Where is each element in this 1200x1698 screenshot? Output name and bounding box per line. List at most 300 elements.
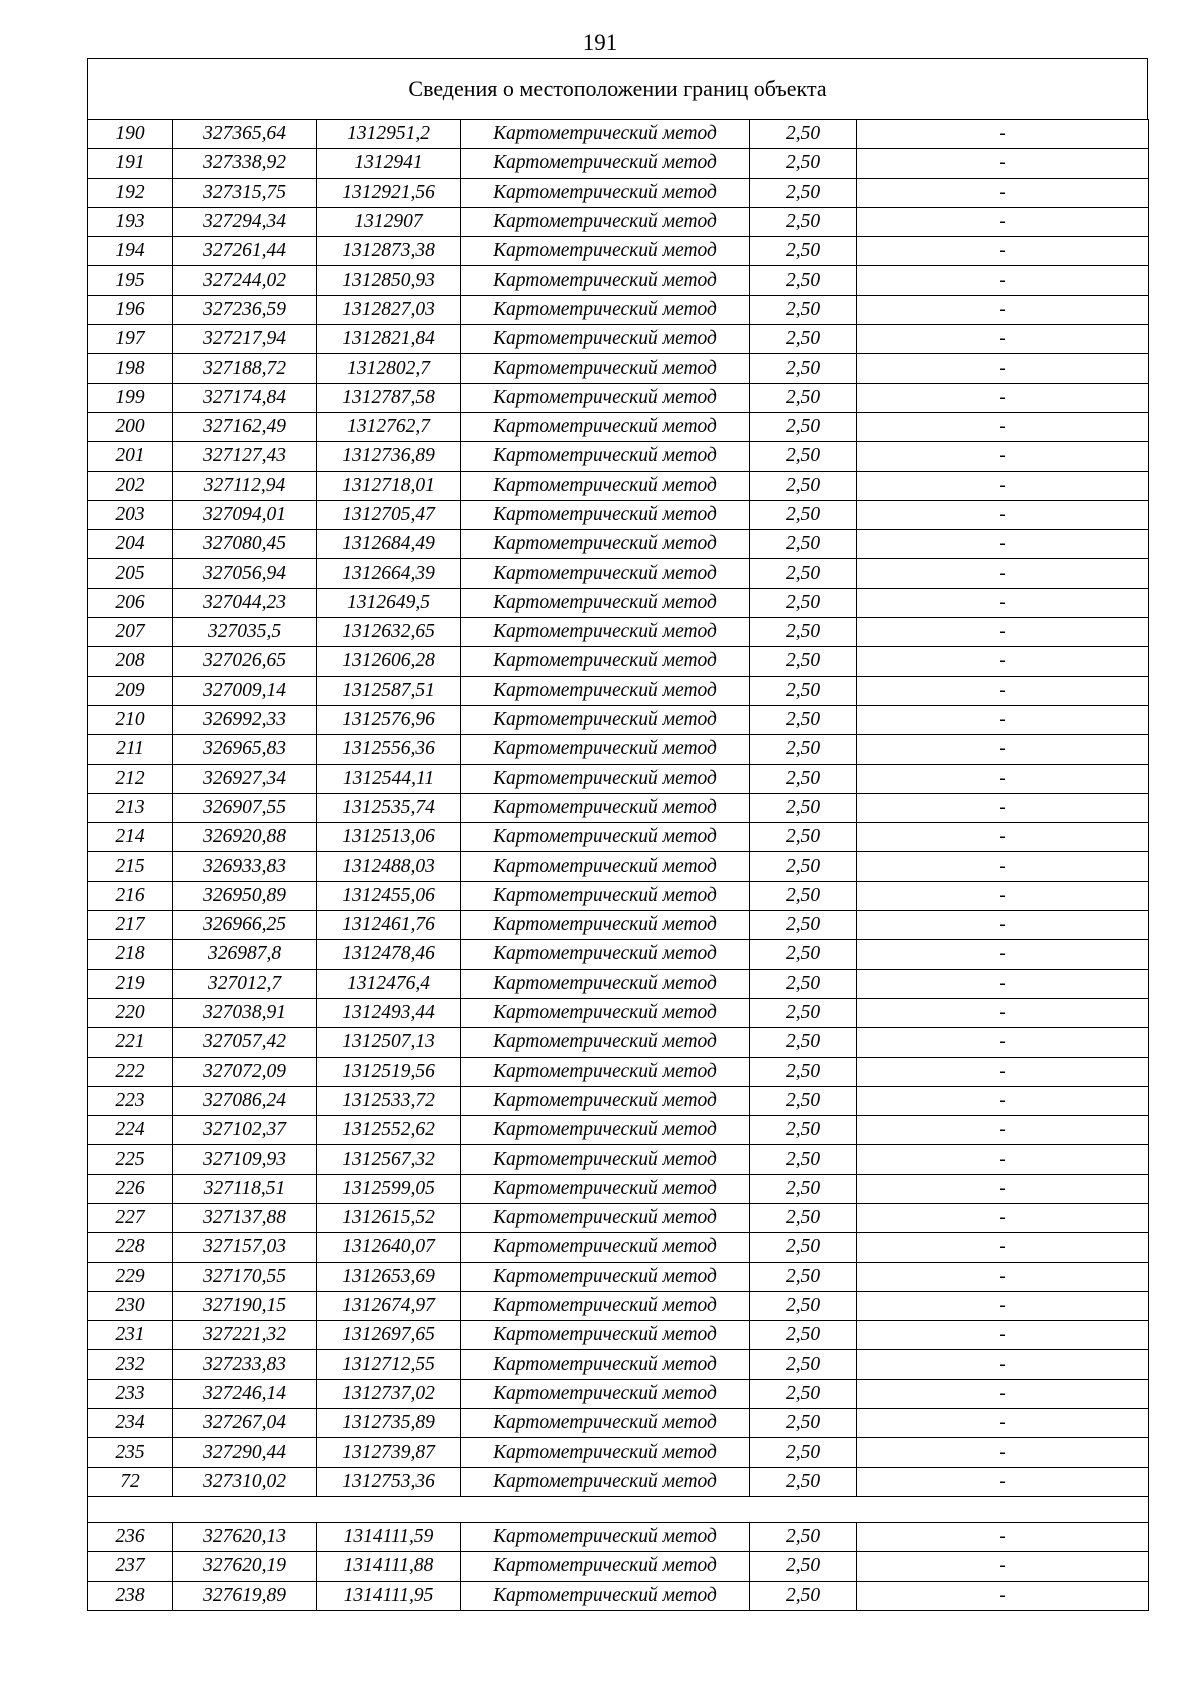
y-coordinate-cell: 1312653,69 — [317, 1262, 461, 1291]
accuracy-cell: 2,50 — [750, 618, 857, 647]
description-cell: - — [857, 1379, 1149, 1408]
description-cell: - — [857, 998, 1149, 1027]
y-coordinate-cell: 1312488,03 — [317, 852, 461, 881]
point-number-cell: 207 — [88, 618, 173, 647]
x-coordinate-cell: 327217,94 — [173, 325, 317, 354]
method-cell: Картометрический метод — [461, 1174, 750, 1203]
point-number-cell: 220 — [88, 998, 173, 1027]
accuracy-cell: 2,50 — [750, 1522, 857, 1551]
table-row — [88, 1233, 1149, 1262]
accuracy-cell: 2,50 — [750, 1145, 857, 1174]
x-coordinate-cell: 327127,43 — [173, 442, 317, 471]
method-cell: Картометрический метод — [461, 1552, 750, 1581]
accuracy-cell: 2,50 — [750, 793, 857, 822]
x-coordinate-cell: 327290,44 — [173, 1438, 317, 1467]
y-coordinate-cell: 1312827,03 — [317, 295, 461, 324]
method-cell: Картометрический метод — [461, 120, 750, 149]
description-cell: - — [857, 120, 1149, 149]
method-cell: Картометрический метод — [461, 1203, 750, 1232]
x-coordinate-cell: 327261,44 — [173, 237, 317, 266]
table-row — [88, 1174, 1149, 1203]
table-row — [88, 588, 1149, 617]
x-coordinate-cell: 327246,14 — [173, 1379, 317, 1408]
y-coordinate-cell: 1314111,88 — [317, 1552, 461, 1581]
method-cell: Картометрический метод — [461, 998, 750, 1027]
table-row — [88, 559, 1149, 588]
y-coordinate-cell: 1312599,05 — [317, 1174, 461, 1203]
method-cell: Картометрический метод — [461, 1057, 750, 1086]
y-coordinate-cell: 1312951,2 — [317, 120, 461, 149]
table-row — [88, 266, 1149, 295]
description-cell: - — [857, 1438, 1149, 1467]
method-cell: Картометрический метод — [461, 676, 750, 705]
method-cell: Картометрический метод — [461, 354, 750, 383]
table-row — [88, 412, 1149, 441]
x-coordinate-cell: 327365,64 — [173, 120, 317, 149]
accuracy-cell: 2,50 — [750, 1262, 857, 1291]
table-row — [88, 940, 1149, 969]
method-cell: Картометрический метод — [461, 1581, 750, 1610]
y-coordinate-cell: 1312535,74 — [317, 793, 461, 822]
y-coordinate-cell: 1312664,39 — [317, 559, 461, 588]
y-coordinate-cell: 1312735,89 — [317, 1409, 461, 1438]
accuracy-cell: 2,50 — [750, 1116, 857, 1145]
x-coordinate-cell: 327009,14 — [173, 676, 317, 705]
point-number-cell: 191 — [88, 149, 173, 178]
description-cell: - — [857, 1291, 1149, 1320]
description-cell: - — [857, 1086, 1149, 1115]
method-cell: Картометрический метод — [461, 442, 750, 471]
table-row — [88, 998, 1149, 1027]
point-number-cell: 221 — [88, 1028, 173, 1057]
table-row — [88, 1145, 1149, 1174]
y-coordinate-cell: 1312455,06 — [317, 881, 461, 910]
y-coordinate-cell: 1312712,55 — [317, 1350, 461, 1379]
x-coordinate-cell: 327267,04 — [173, 1409, 317, 1438]
table-row — [88, 1057, 1149, 1086]
x-coordinate-cell: 326950,89 — [173, 881, 317, 910]
method-cell: Картометрический метод — [461, 1321, 750, 1350]
point-number-cell: 192 — [88, 178, 173, 207]
method-cell: Картометрический метод — [461, 1233, 750, 1262]
method-cell: Картометрический метод — [461, 911, 750, 940]
description-cell: - — [857, 383, 1149, 412]
description-cell: - — [857, 1028, 1149, 1057]
table-row — [88, 1552, 1149, 1581]
x-coordinate-cell: 327012,7 — [173, 969, 317, 998]
description-cell: - — [857, 1057, 1149, 1086]
x-coordinate-cell: 326966,25 — [173, 911, 317, 940]
point-number-cell: 199 — [88, 383, 173, 412]
x-coordinate-cell: 327190,15 — [173, 1291, 317, 1320]
x-coordinate-cell: 327086,24 — [173, 1086, 317, 1115]
x-coordinate-cell: 327188,72 — [173, 354, 317, 383]
method-cell: Картометрический метод — [461, 1291, 750, 1320]
table-row — [88, 1291, 1149, 1320]
y-coordinate-cell: 1312649,5 — [317, 588, 461, 617]
method-cell: Картометрический метод — [461, 500, 750, 529]
y-coordinate-cell: 1312615,52 — [317, 1203, 461, 1232]
point-number-cell: 196 — [88, 295, 173, 324]
table-row — [88, 325, 1149, 354]
description-cell: - — [857, 1233, 1149, 1262]
x-coordinate-cell: 327038,91 — [173, 998, 317, 1027]
y-coordinate-cell: 1312576,96 — [317, 705, 461, 734]
description-cell: - — [857, 1262, 1149, 1291]
boundary-table-sheet — [87, 58, 1148, 1611]
method-cell: Картометрический метод — [461, 1262, 750, 1291]
x-coordinate-cell: 327244,02 — [173, 266, 317, 295]
point-number-cell: 218 — [88, 940, 173, 969]
point-number-cell: 216 — [88, 881, 173, 910]
description-cell: - — [857, 325, 1149, 354]
table-row — [88, 120, 1149, 149]
table-row — [88, 969, 1149, 998]
y-coordinate-cell: 1312461,76 — [317, 911, 461, 940]
point-number-cell: 223 — [88, 1086, 173, 1115]
table-row — [88, 471, 1149, 500]
boundary-points-table — [87, 119, 1149, 1611]
description-cell: - — [857, 1203, 1149, 1232]
y-coordinate-cell: 1312519,56 — [317, 1057, 461, 1086]
table-row — [88, 295, 1149, 324]
y-coordinate-cell: 1312762,7 — [317, 412, 461, 441]
description-cell: - — [857, 412, 1149, 441]
x-coordinate-cell: 327233,83 — [173, 1350, 317, 1379]
method-cell: Картометрический метод — [461, 559, 750, 588]
x-coordinate-cell: 326992,33 — [173, 705, 317, 734]
accuracy-cell: 2,50 — [750, 588, 857, 617]
table-row — [88, 1350, 1149, 1379]
y-coordinate-cell: 1312873,38 — [317, 237, 461, 266]
table-row — [88, 676, 1149, 705]
table-body — [88, 120, 1149, 1611]
method-cell: Картометрический метод — [461, 237, 750, 266]
x-coordinate-cell: 327619,89 — [173, 1581, 317, 1610]
y-coordinate-cell: 1312556,36 — [317, 735, 461, 764]
table-row — [88, 1522, 1149, 1551]
x-coordinate-cell: 327056,94 — [173, 559, 317, 588]
method-cell: Картометрический метод — [461, 588, 750, 617]
y-coordinate-cell: 1312587,51 — [317, 676, 461, 705]
point-number-cell: 238 — [88, 1581, 173, 1610]
accuracy-cell: 2,50 — [750, 647, 857, 676]
x-coordinate-cell: 327094,01 — [173, 500, 317, 529]
x-coordinate-cell: 327236,59 — [173, 295, 317, 324]
description-cell: - — [857, 1116, 1149, 1145]
x-coordinate-cell: 327057,42 — [173, 1028, 317, 1057]
description-cell: - — [857, 207, 1149, 236]
method-cell: Картометрический метод — [461, 1522, 750, 1551]
accuracy-cell: 2,50 — [750, 237, 857, 266]
description-cell: - — [857, 442, 1149, 471]
x-coordinate-cell: 327026,65 — [173, 647, 317, 676]
method-cell: Картометрический метод — [461, 823, 750, 852]
table-row — [88, 647, 1149, 676]
accuracy-cell: 2,50 — [750, 1321, 857, 1350]
y-coordinate-cell: 1312787,58 — [317, 383, 461, 412]
description-cell: - — [857, 881, 1149, 910]
table-row — [88, 705, 1149, 734]
description-cell: - — [857, 1174, 1149, 1203]
point-number-cell: 230 — [88, 1291, 173, 1320]
accuracy-cell: 2,50 — [750, 1552, 857, 1581]
x-coordinate-cell: 327338,92 — [173, 149, 317, 178]
point-number-cell: 194 — [88, 237, 173, 266]
accuracy-cell: 2,50 — [750, 1467, 857, 1496]
accuracy-cell: 2,50 — [750, 940, 857, 969]
method-cell: Картометрический метод — [461, 618, 750, 647]
description-cell: - — [857, 1145, 1149, 1174]
y-coordinate-cell: 1312718,01 — [317, 471, 461, 500]
method-cell: Картометрический метод — [461, 1145, 750, 1174]
accuracy-cell: 2,50 — [750, 1174, 857, 1203]
y-coordinate-cell: 1312739,87 — [317, 1438, 461, 1467]
x-coordinate-cell: 327310,02 — [173, 1467, 317, 1496]
description-cell: - — [857, 618, 1149, 647]
table-row — [88, 735, 1149, 764]
point-number-cell: 215 — [88, 852, 173, 881]
y-coordinate-cell: 1312941 — [317, 149, 461, 178]
accuracy-cell: 2,50 — [750, 266, 857, 295]
description-cell: - — [857, 266, 1149, 295]
accuracy-cell: 2,50 — [750, 1291, 857, 1320]
method-cell: Картометрический метод — [461, 852, 750, 881]
method-cell: Картометрический метод — [461, 295, 750, 324]
y-coordinate-cell: 1312493,44 — [317, 998, 461, 1027]
point-number-cell: 197 — [88, 325, 173, 354]
description-cell: - — [857, 1522, 1149, 1551]
y-coordinate-cell: 1312632,65 — [317, 618, 461, 647]
x-coordinate-cell: 326927,34 — [173, 764, 317, 793]
description-cell: - — [857, 1581, 1149, 1610]
accuracy-cell: 2,50 — [750, 881, 857, 910]
y-coordinate-cell: 1312544,11 — [317, 764, 461, 793]
table-row — [88, 237, 1149, 266]
y-coordinate-cell: 1312567,32 — [317, 1145, 461, 1174]
table-row — [88, 793, 1149, 822]
point-number-cell: 234 — [88, 1409, 173, 1438]
description-cell: - — [857, 1321, 1149, 1350]
point-number-cell: 227 — [88, 1203, 173, 1232]
method-cell: Картометрический метод — [461, 940, 750, 969]
accuracy-cell: 2,50 — [750, 530, 857, 559]
x-coordinate-cell: 327174,84 — [173, 383, 317, 412]
x-coordinate-cell: 327035,5 — [173, 618, 317, 647]
x-coordinate-cell: 327170,55 — [173, 1262, 317, 1291]
y-coordinate-cell: 1312478,46 — [317, 940, 461, 969]
point-number-cell: 236 — [88, 1522, 173, 1551]
accuracy-cell: 2,50 — [750, 383, 857, 412]
table-row — [88, 881, 1149, 910]
description-cell: - — [857, 237, 1149, 266]
description-cell: - — [857, 940, 1149, 969]
point-number-cell: 210 — [88, 705, 173, 734]
x-coordinate-cell: 327072,09 — [173, 1057, 317, 1086]
x-coordinate-cell: 326907,55 — [173, 793, 317, 822]
accuracy-cell: 2,50 — [750, 998, 857, 1027]
x-coordinate-cell: 326965,83 — [173, 735, 317, 764]
point-number-cell: 190 — [88, 120, 173, 149]
y-coordinate-cell: 1312507,13 — [317, 1028, 461, 1057]
accuracy-cell: 2,50 — [750, 1581, 857, 1610]
method-cell: Картометрический метод — [461, 412, 750, 441]
method-cell: Картометрический метод — [461, 735, 750, 764]
x-coordinate-cell: 327620,19 — [173, 1552, 317, 1581]
accuracy-cell: 2,50 — [750, 1350, 857, 1379]
point-number-cell: 237 — [88, 1552, 173, 1581]
x-coordinate-cell: 327080,45 — [173, 530, 317, 559]
x-coordinate-cell: 327118,51 — [173, 1174, 317, 1203]
point-number-cell: 224 — [88, 1116, 173, 1145]
description-cell: - — [857, 969, 1149, 998]
accuracy-cell: 2,50 — [750, 1028, 857, 1057]
accuracy-cell: 2,50 — [750, 354, 857, 383]
x-coordinate-cell: 326987,8 — [173, 940, 317, 969]
x-coordinate-cell: 327620,13 — [173, 1522, 317, 1551]
point-number-cell: 204 — [88, 530, 173, 559]
table-row — [88, 1379, 1149, 1408]
description-cell: - — [857, 823, 1149, 852]
description-cell: - — [857, 647, 1149, 676]
table-row — [88, 1203, 1149, 1232]
accuracy-cell: 2,50 — [750, 1233, 857, 1262]
point-number-cell: 235 — [88, 1438, 173, 1467]
method-cell: Картометрический метод — [461, 1379, 750, 1408]
point-number-cell: 202 — [88, 471, 173, 500]
method-cell: Картометрический метод — [461, 1467, 750, 1496]
point-number-cell: 226 — [88, 1174, 173, 1203]
description-cell: - — [857, 793, 1149, 822]
point-number-cell: 198 — [88, 354, 173, 383]
accuracy-cell: 2,50 — [750, 1203, 857, 1232]
table-row — [88, 207, 1149, 236]
accuracy-cell: 2,50 — [750, 207, 857, 236]
accuracy-cell: 2,50 — [750, 969, 857, 998]
point-number-cell: 203 — [88, 500, 173, 529]
method-cell: Картометрический метод — [461, 1086, 750, 1115]
method-cell: Картометрический метод — [461, 969, 750, 998]
description-cell: - — [857, 471, 1149, 500]
method-cell: Картометрический метод — [461, 149, 750, 178]
method-cell: Картометрический метод — [461, 325, 750, 354]
x-coordinate-cell: 327157,03 — [173, 1233, 317, 1262]
x-coordinate-cell: 326933,83 — [173, 852, 317, 881]
table-row — [88, 823, 1149, 852]
description-cell: - — [857, 705, 1149, 734]
method-cell: Картометрический метод — [461, 1438, 750, 1467]
point-number-cell: 228 — [88, 1233, 173, 1262]
method-cell: Картометрический метод — [461, 266, 750, 295]
description-cell: - — [857, 149, 1149, 178]
y-coordinate-cell: 1312640,07 — [317, 1233, 461, 1262]
point-number-cell: 225 — [88, 1145, 173, 1174]
point-number-cell: 214 — [88, 823, 173, 852]
point-number-cell: 206 — [88, 588, 173, 617]
table-title: Сведения о местоположении границ объекта — [87, 58, 1148, 119]
description-cell: - — [857, 1467, 1149, 1496]
table-row — [88, 1321, 1149, 1350]
point-number-cell: 232 — [88, 1350, 173, 1379]
method-cell: Картометрический метод — [461, 383, 750, 412]
accuracy-cell: 2,50 — [750, 676, 857, 705]
y-coordinate-cell: 1312533,72 — [317, 1086, 461, 1115]
description-cell: - — [857, 500, 1149, 529]
y-coordinate-cell: 1312736,89 — [317, 442, 461, 471]
method-cell: Картометрический метод — [461, 1116, 750, 1145]
accuracy-cell: 2,50 — [750, 705, 857, 734]
point-number-cell: 208 — [88, 647, 173, 676]
accuracy-cell: 2,50 — [750, 471, 857, 500]
accuracy-cell: 2,50 — [750, 120, 857, 149]
description-cell: - — [857, 1409, 1149, 1438]
y-coordinate-cell: 1312705,47 — [317, 500, 461, 529]
y-coordinate-cell: 1312907 — [317, 207, 461, 236]
description-cell: - — [857, 1350, 1149, 1379]
y-coordinate-cell: 1312697,65 — [317, 1321, 461, 1350]
page-number: 191 — [582, 30, 618, 55]
description-cell: - — [857, 588, 1149, 617]
accuracy-cell: 2,50 — [750, 442, 857, 471]
x-coordinate-cell: 327315,75 — [173, 178, 317, 207]
description-cell: - — [857, 911, 1149, 940]
x-coordinate-cell: 327221,32 — [173, 1321, 317, 1350]
description-cell: - — [857, 852, 1149, 881]
table-row — [88, 1467, 1149, 1496]
accuracy-cell: 2,50 — [750, 1086, 857, 1115]
table-row — [88, 149, 1149, 178]
accuracy-cell: 2,50 — [750, 178, 857, 207]
point-number-cell: 229 — [88, 1262, 173, 1291]
accuracy-cell: 2,50 — [750, 149, 857, 178]
method-cell: Картометрический метод — [461, 764, 750, 793]
table-row — [88, 442, 1149, 471]
accuracy-cell: 2,50 — [750, 735, 857, 764]
description-cell: - — [857, 735, 1149, 764]
x-coordinate-cell: 327044,23 — [173, 588, 317, 617]
description-cell: - — [857, 178, 1149, 207]
table-row — [88, 178, 1149, 207]
point-number-cell: 201 — [88, 442, 173, 471]
method-cell: Картометрический метод — [461, 178, 750, 207]
accuracy-cell: 2,50 — [750, 764, 857, 793]
description-cell: - — [857, 354, 1149, 383]
y-coordinate-cell: 1312802,7 — [317, 354, 461, 383]
table-row — [88, 1086, 1149, 1115]
point-number-cell: 72 — [88, 1467, 173, 1496]
table-row — [88, 764, 1149, 793]
table-row — [88, 500, 1149, 529]
table-row — [88, 354, 1149, 383]
point-number-cell: 217 — [88, 911, 173, 940]
y-coordinate-cell: 1312476,4 — [317, 969, 461, 998]
description-cell: - — [857, 764, 1149, 793]
table-row — [88, 911, 1149, 940]
method-cell: Картометрический метод — [461, 793, 750, 822]
table-row — [88, 1262, 1149, 1291]
point-number-cell: 222 — [88, 1057, 173, 1086]
x-coordinate-cell: 327102,37 — [173, 1116, 317, 1145]
x-coordinate-cell: 327137,88 — [173, 1203, 317, 1232]
table-row — [88, 1581, 1149, 1610]
accuracy-cell: 2,50 — [750, 325, 857, 354]
method-cell: Картометрический метод — [461, 705, 750, 734]
table-row — [88, 1116, 1149, 1145]
accuracy-cell: 2,50 — [750, 295, 857, 324]
point-number-cell: 213 — [88, 793, 173, 822]
method-cell: Картометрический метод — [461, 1350, 750, 1379]
y-coordinate-cell: 1312821,84 — [317, 325, 461, 354]
